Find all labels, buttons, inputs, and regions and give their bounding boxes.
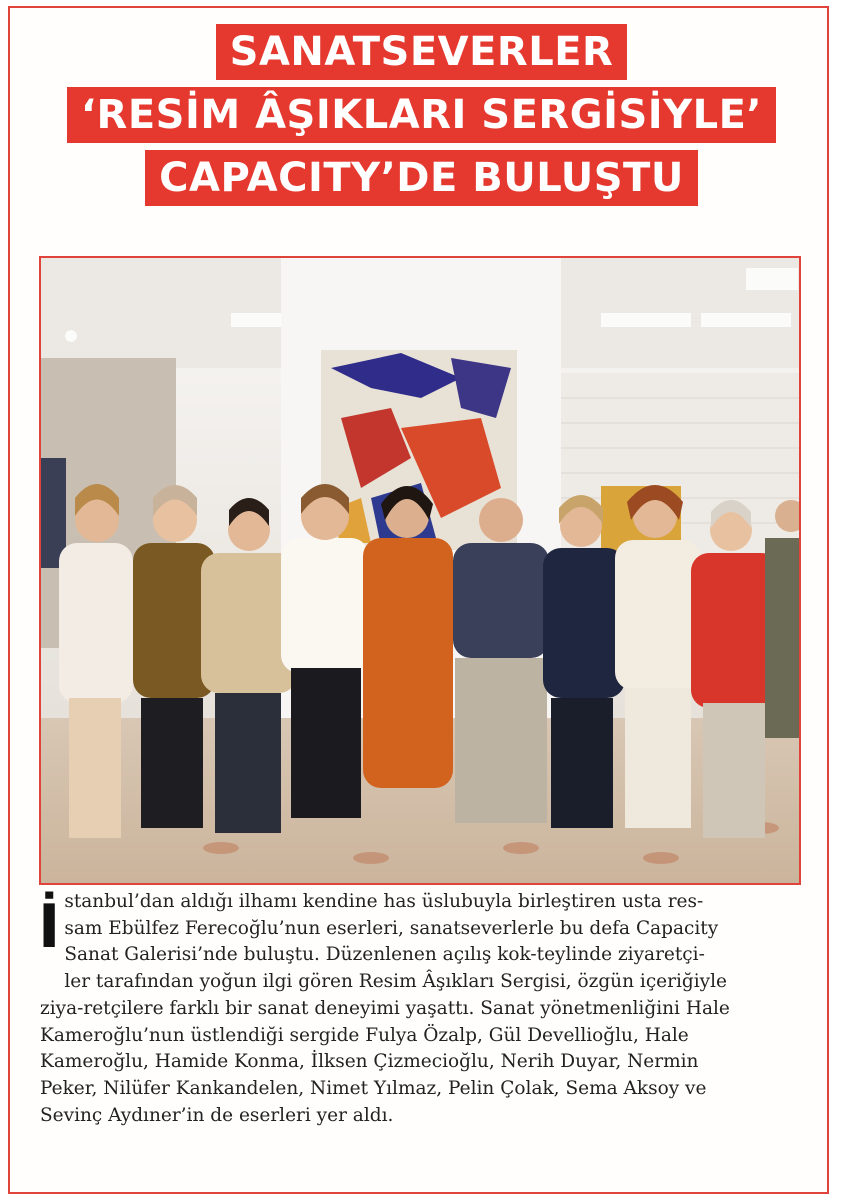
group-photo: [39, 256, 801, 885]
article-line: ler tarafından yoğun ilgi gören Resim Âşıkları Sergisi, özgün içeriğiyle: [64, 971, 727, 993]
group-photo-illustration: [41, 258, 799, 883]
drop-cap: İ: [38, 892, 61, 962]
headline: [0, 24, 843, 213]
article-line: Kameroğlu, Hamide Konma, İlksen Çizmecioğlu, Nerih Duyar, Nermin: [40, 1051, 699, 1073]
article-line: sam Ebülfez Ferecoğlu’nun eserleri, sanatseverlerle bu defa Capacity: [64, 917, 719, 939]
article-line: Sevinç Aydıner’in de eserleri yer aldı.: [40, 1104, 394, 1126]
article-line: stanbul’dan aldığı ilhamı kendine has üslubuyla birleştiren usta res-: [64, 891, 704, 912]
headline-line-3: CAPACITY’DE BULUŞTU: [145, 150, 698, 206]
article-line: Kameroğlu’nun üstlendiği sergide Fulya Özalp, Gül Devellioğlu, Hale: [40, 1024, 689, 1046]
article-line: Peker, Nilüfer Kankandelen, Nimet Yılmaz, Pelin Çolak, Sema Aksoy ve: [40, 1077, 707, 1099]
article-line: ziya-retçilere farklı bir sanat deneyimi yaşattı. Sanat yönetmenliğini Hale: [40, 997, 730, 1019]
article-body: [40, 889, 805, 1129]
headline-line-2: ‘RESİM ÂŞIKLARI SERGİSİYLE’: [67, 87, 776, 143]
headline-line-1: SANATSEVERLER: [216, 24, 628, 80]
article-line: Sanat Galerisi’nde buluştu. Düzenlenen açılış kok-teylinde ziyaretçi-: [64, 944, 705, 966]
